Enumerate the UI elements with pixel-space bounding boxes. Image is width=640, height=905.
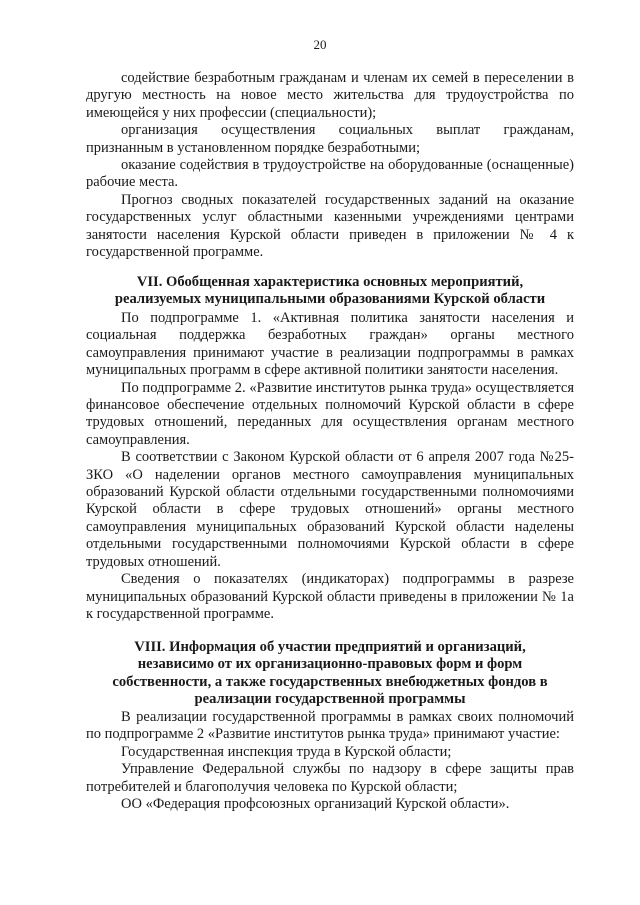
paragraph: По подпрограмме 1. «Активная политика занятости населения и социальная поддержка безработных граждан» органы местного самоуправления принимают участие в реализации подпрограммы в рамках муниципальных программ в сфере активной политики занятости населения. <box>86 310 574 379</box>
paragraph: организация осуществления социальных выплат гражданам, признанным в установленном порядке безработными; <box>86 122 574 156</box>
heading-line: независимо от их организационно-правовых форм и форм <box>137 656 523 673</box>
heading-line: реализуемых муниципальными образованиями Курской области <box>114 291 546 308</box>
paragraph: В реализации государственной программы в рамках своих полномочий по подпрограмме 2 «Развитие институтов рынка труда» принимают участие: <box>86 709 574 743</box>
heading-line: VII. Обобщенная характеристика основных мероприятий, <box>136 274 524 290</box>
paragraph: Государственная инспекция труда в Курской области; <box>121 743 452 760</box>
paragraph: ОО «Федерация профсоюзных организаций Курской области». <box>121 796 510 813</box>
paragraph: По подпрограмме 2. «Развитие институтов рынка труда» осуществляется финансовое обеспечение отдельных полномочий Курской области в сфере трудовых отношений, переданных для осуществления органам местного самоуправления. <box>86 379 574 448</box>
section-7-heading <box>86 274 574 309</box>
heading-line: реализации государственной программы <box>194 691 466 708</box>
paragraph: Управление Федеральной службы по надзору в сфере защиты прав потребителей и благополучия человека по Курской области; <box>86 761 574 795</box>
section-7-body <box>86 310 574 623</box>
heading-line: VIII. Информация об участии предприятий и организаций, <box>134 639 526 655</box>
paragraph: содействие безработным гражданам и членам их семей в переселении в другую местность на новое место жительства для трудоустройства по имеющейся у них профессии (специальности); <box>86 70 574 121</box>
heading-line: собственности, а также государственных внебюджетных фондов в <box>112 673 548 690</box>
section-8-body <box>86 709 574 813</box>
section-8-heading <box>86 639 574 709</box>
intro-block <box>86 70 574 261</box>
paragraph: оказание содействия в трудоустройстве на оборудованные (оснащенные) рабочие места. <box>86 157 574 191</box>
page-number: 20 <box>313 37 327 52</box>
paragraph: В соответствии с Законом Курской области от 6 апреля 2007 года №25-ЗКО «О наделении органов местного самоуправления муниципальных образований Курской области отдельными государственными полномочиями Курской области в сфере трудовых отношений» органы местного самоуправления муниципальных образований Курской области наделены отдельными государственными полномочиями Курской области в сфере трудовых отношений. <box>86 449 574 570</box>
paragraph: Прогноз сводных показателей государственных заданий на оказание государственных услуг областными казенными учреждениями центрами занятости населения Курской области приведен в приложении № 4 к государственной программе. <box>86 191 574 261</box>
paragraph: Сведения о показателях (индикаторах) подпрограммы в разрезе муниципальных образований Курской области приведены в приложении № 1а к государственной программе. <box>86 571 574 622</box>
